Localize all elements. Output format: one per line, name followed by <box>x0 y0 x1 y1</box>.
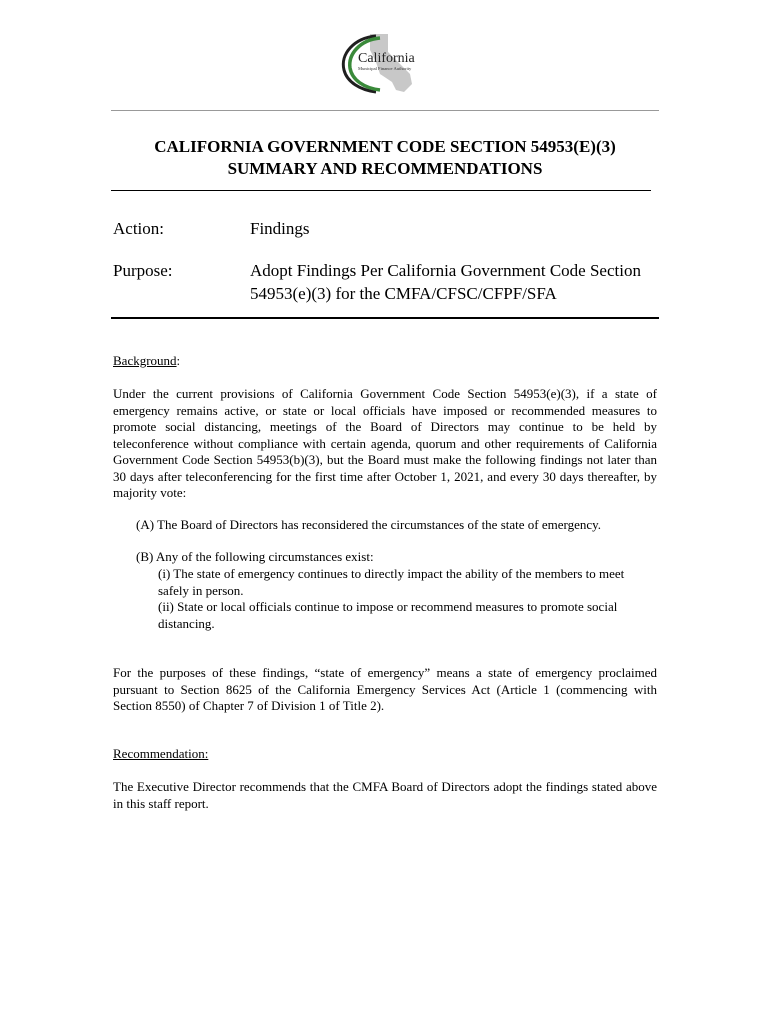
finding-item-b: (B) Any of the following circumstances exist: <box>136 549 374 564</box>
purpose-label: Purpose: <box>113 261 173 280</box>
finding-item-b-ii: (ii) State or local officials continue to impose or recommend measures to promote social distancing. <box>158 599 618 631</box>
purpose-value-line1: Adopt Findings Per California Government Code Section <box>250 261 641 280</box>
background-heading-text: Background <box>113 353 177 368</box>
header-bottom-divider <box>111 317 659 319</box>
logo-subtitle: Municipal Finance Authority <box>358 66 412 71</box>
purpose-value-line2: 54953(e)(3) for the CMFA/CFSC/CFPF/SFA <box>250 284 557 303</box>
cmfa-logo-graphic <box>336 28 436 98</box>
action-label: Action: <box>113 219 164 238</box>
title-underline <box>111 190 651 191</box>
finding-item-a: (A) The Board of Directors has reconsidered the circumstances of the state of emergency. <box>136 517 602 532</box>
logo-name: California <box>358 51 415 66</box>
action-value: Findings <box>250 219 310 238</box>
background-paragraph: Under the current provisions of California Government Code Section 54953(e)(3), if a state of emergency remains active, or state or local officials have imposed or recommended measures to promote social distancing, meetings of the Board of Directors may continue to be held by teleconference without compliance with certain agenda, quorum and other requirements of California Government Code Section 54953(b)(3), but the Board must make the following findings not later than 30 days after teleconferencing for the first time after October 1, 2021, and every 30 days thereafter, by majority vote: <box>113 386 657 500</box>
document-title-line1: CALIFORNIA GOVERNMENT CODE SECTION 54953(E)(3) <box>154 137 616 156</box>
recommendation-heading-text: Recommendation: <box>113 746 209 761</box>
background-heading <box>113 352 180 369</box>
document-title-line2: SUMMARY AND RECOMMENDATIONS <box>227 159 543 178</box>
top-divider <box>111 110 659 111</box>
recommendation-paragraph: The Executive Director recommends that the CMFA Board of Directors adopt the findings stated above in this staff report. <box>113 779 657 811</box>
cmfa-logo <box>336 28 436 98</box>
recommendation-heading <box>113 745 208 762</box>
definition-paragraph: For the purposes of these findings, “state of emergency” means a state of emergency proclaimed pursuant to Section 8625 of the California Emergency Services Act (Article 1 (commencing with Section 8550) of Chapter 7 of Division 1 of Title 2). <box>113 665 657 713</box>
finding-item-b-i: (i) The state of emergency continues to directly impact the ability of the members to meet safely in person. <box>158 566 625 598</box>
background-heading-colon: : <box>176 353 181 368</box>
